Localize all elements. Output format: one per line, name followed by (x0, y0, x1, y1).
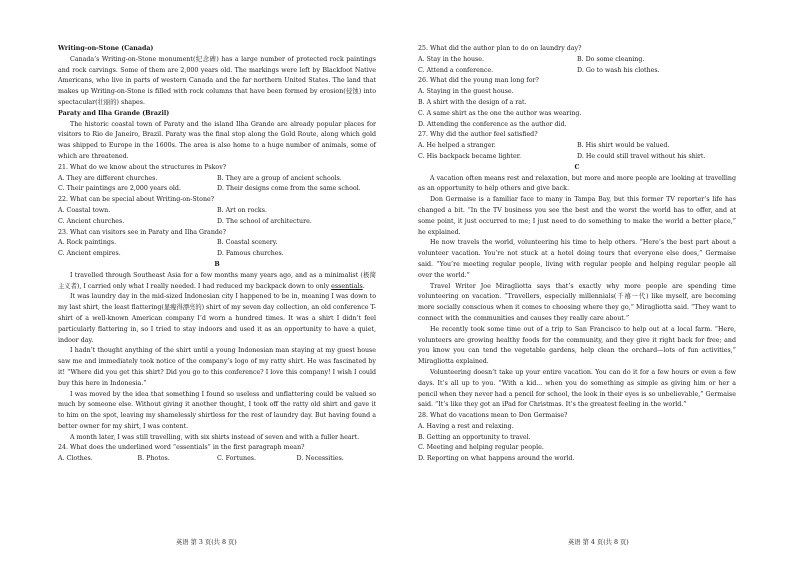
paragraph: Travel Writer Joe Miragliotta says that’s exactly why more people are spending time volunteering on vacation. “Travellers, especially millennials(千禧一代) like myself, are becoming more socially conscious when it comes to choosing where they go,” Miragliotta said. “They want to connect with the communities and causes they really care about.” (418, 282, 736, 322)
right-column (418, 44, 736, 465)
option: C. Ancient empires. (58, 250, 121, 258)
left-column (58, 44, 376, 465)
page-footer-right: 英语 第 4 页(共 8 页) (568, 539, 629, 546)
option: A. Rock paintings. (58, 239, 117, 247)
question-28: 28. What do vacations mean to Don Germaise? (418, 412, 568, 420)
paragraph: Canada’s Writing-on-Stone monument(纪念碑) has a large number of protected rock paintings and rock carvings. Some of them are 2,000 years old. The markings were left by Blackfoot Native Americans, who live in parts of western Canada and the far northern United States. The land that makes up Writing-on-Stone is filled with rock columns that have been formed by erosion(侵蚀) into spectacular(壮丽的) shapes. (58, 55, 376, 106)
option: B. Do some cleaning. (577, 55, 645, 63)
paragraph: Volunteering doesn’t take up your entire vacation. You can do it for a few hours or even a few days. It’s all up to you. “With a kid... when you do something as simple as giving him or her a pencil when they never had a pencil for school, the look in their eyes is so unbelievable,” Germaise said. “It’s like they got an iPad for Christmas. It’s the greatest feeling in the world.” (418, 368, 736, 409)
option: A. Having a rest and relaxing. (418, 422, 514, 430)
options-22 (58, 206, 376, 217)
paragraph (58, 271, 376, 293)
option: B. Photos. (137, 455, 170, 463)
heading-paraty: Paraty and Ilha Grande (Brazil) (58, 109, 170, 117)
question-27: 27. Why did the author feel satisfied? (418, 131, 538, 139)
options-27 (418, 152, 736, 163)
section-c-heading: C (574, 163, 580, 171)
option: C. A same shirt as the one the author was wearing. (418, 109, 582, 117)
option: D. Reporting on what happens around the world. (418, 455, 575, 463)
option: A. Staying in the guest house. (418, 88, 514, 96)
paragraph: The historic coastal town of Paraty and the island Ilha Grande are already popular places for visitors to Rio de Janeiro, Brazil. Paraty was the final stop along the Gold Route, along which gold was shipped to Europe in the 1600s. The area is also home to a huge number of animals, some of which are threatened. (58, 120, 376, 160)
options-25 (418, 66, 736, 77)
paragraph: It was laundry day in the mid-sized Indonesian city I happened to be in, meaning I was down to my last shirt, the least flattering(显瘦得漂亮的) shirt of my seven day collection, an old conference T-shirt of a well-known American company I’d worn a hundred times. It was a shirt I didn’t feel particularly flattering in, so I tried to stay indoors and used it as an opportunity to have a quiet, indoor day. (58, 293, 376, 344)
option: C. Meeting and helping regular people. (418, 444, 544, 452)
paragraph: I was moved by the idea that something I found so useless and unflattering could be valued so much by someone else. Without giving it another thought, I took off the ratty old shirt and gave it to him on the spot, leaving my shamelessly shirtless for the rest of laundry day. But having found a better owner for my shirt, I was content. (58, 390, 376, 430)
paragraph: A vacation often means rest and relaxation, but more and more people are looking at travelling as an opportunity to help others and give back. (418, 174, 736, 193)
section-b-heading: B (214, 260, 220, 268)
option: D. Famous churches. (217, 250, 284, 258)
option: D. Go to wash his clothes. (577, 66, 660, 74)
page-footer-left: 英语 第 3 页(共 8 页) (176, 539, 237, 546)
options-21 (58, 174, 376, 185)
options-24 (58, 454, 376, 465)
options-25 (418, 55, 736, 66)
option: D. The school of architecture. (217, 217, 312, 225)
text: I travelled through Southeast Asia for a few months many years ago, and as a minimalist (极简主义者), I carried only what I really needed. I had reduced my backpack down to only (58, 271, 376, 290)
paragraph: I hadn’t thought anything of the shirt until a young Indonesian man staying at my guest house saw me and immediately took notice of the company’s logo of my ratty shirt. He was fascinated by it! “Where did you get this shirt? Did you go to this conference? I love this company! I wish I could buy this here in Indonesia.” (58, 347, 376, 387)
option: C. Attend a conference. (418, 66, 494, 74)
paragraph: Don Germaise is a familiar face to many in Tampa Bay, but this former TV reporter’s life has changed a bit. “In the TV business you see the best and the worst the world has to offer, and at some point, it just occurred to me; I just need to do something to make the world a better place,” he explained. (418, 196, 736, 236)
question-23: 23. What can visitors see in Paraty and Ilha Grande? (58, 228, 227, 236)
heading-writing-on-stone: Writing-on-Stone (Canada) (58, 45, 154, 52)
option: B. They are a group of ancient schools. (217, 174, 342, 182)
option: D. Attending the conference as the author did. (418, 120, 567, 128)
option: B. Coastal scenery. (217, 239, 278, 247)
option: A. Stay in the house. (418, 55, 484, 63)
options-21 (58, 184, 376, 195)
option: C. Fortunes. (217, 455, 257, 463)
paragraph: He now travels the world, volunteering his time to help others. “Here’s the best part about a volunteer vacation. You’re not stuck at a hotel doing tours that everyone else does,” Germaise said. “You’re meeting regular people, living with regular people and helping regular people all over the world.” (418, 239, 736, 279)
question-25: 25. What did the author plan to do on laundry day? (418, 45, 582, 52)
option: C. Their paintings are 2,000 years old. (58, 185, 181, 193)
question-26: 26. What did the young man long for? (418, 77, 539, 85)
underlined-word: essentials (331, 282, 363, 290)
question-22: 22. What can be special about Writing-on-Stone? (58, 196, 215, 204)
option: A. They are different churches. (58, 174, 158, 182)
option: A. Coastal town. (58, 206, 111, 214)
option: A. He helped a stranger. (418, 142, 496, 150)
option: A. Clothes. (58, 455, 93, 463)
option: D. Their designs come from the same school. (217, 185, 361, 193)
option: C. Ancient churches. (58, 217, 125, 225)
option: B. A shirt with the design of a rat. (418, 98, 527, 106)
options-23 (58, 238, 376, 249)
paragraph: A month later, I was still travelling, with six shirts instead of seven and with a fuller heart. (70, 433, 360, 441)
options-22 (58, 217, 376, 228)
options-27 (418, 141, 736, 152)
question-24: 24. What does the underlined word “essentials” in the first paragraph mean? (58, 444, 305, 452)
option: B. His shirt would be valued. (577, 142, 670, 150)
option: C. His backpack became lighter. (418, 152, 522, 160)
paragraph: He recently took some time out of a trip to San Francisco to help out at a local farm. “Here, volunteers are growing healthy foods for the community, and they give it right back for free; and you know you can tend the vegetable gardens, help clean the orchard—lots of fun activities,” Miragliotta explained. (418, 325, 736, 366)
option: D. He could still travel without his shirt. (577, 152, 706, 160)
question-21: 21. What do we know about the structures in Pskov? (58, 163, 227, 171)
text: . (362, 282, 365, 290)
option: B. Getting an opportunity to travel. (418, 433, 531, 441)
option: B. Art on rocks. (217, 206, 267, 214)
options-23 (58, 249, 376, 260)
option: D. Necessities. (296, 455, 344, 463)
